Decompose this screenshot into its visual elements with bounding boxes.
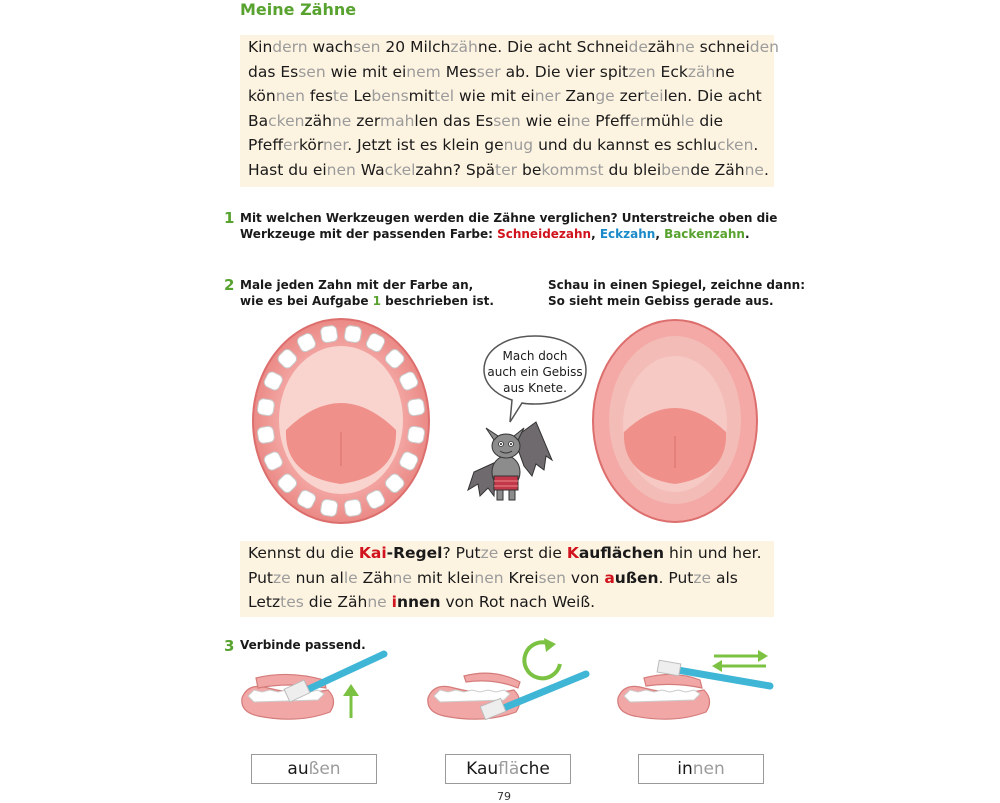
- tooth[interactable]: [407, 426, 425, 444]
- syllable: Eck: [655, 62, 688, 81]
- syllable: du blei: [603, 160, 662, 179]
- page-number: 79: [497, 790, 511, 803]
- text-line: [248, 566, 774, 591]
- syllable: kör: [298, 136, 323, 155]
- syllable-marked: ne: [675, 38, 695, 56]
- syllable: die Zäh: [303, 593, 368, 612]
- syllable-marked: ge: [595, 87, 615, 106]
- syllable: wie mit ei: [454, 87, 535, 106]
- syllable: Krei: [503, 568, 539, 587]
- separator: ,: [655, 227, 665, 241]
- syllable: ab. Die vier spit: [500, 62, 629, 81]
- syllable: zahn? Spä: [415, 160, 496, 179]
- task-2-line-1: Male jeden Zahn mit der Farbe an,: [240, 278, 474, 292]
- tooth[interactable]: [344, 325, 362, 343]
- task-number-1: 1: [224, 209, 235, 227]
- answer-box-aussen[interactable]: [251, 754, 377, 784]
- syllable: ? Put: [442, 544, 481, 562]
- task-reference-number: 1: [372, 294, 381, 308]
- syllable: müh: [645, 111, 681, 130]
- text-line: [248, 133, 774, 158]
- syllable: Le: [348, 87, 372, 106]
- syllable: Wa: [355, 160, 385, 179]
- syllable: mit klei: [411, 568, 475, 587]
- syllable-marked: ze: [693, 568, 712, 587]
- task-1-line-2-prefix: Werkzeuge mit der passenden Farbe:: [240, 227, 498, 241]
- syllable-marked: ne: [392, 568, 412, 587]
- syllable: das Es: [248, 62, 299, 81]
- syllable: de Zäh: [690, 160, 745, 179]
- tooth[interactable]: [344, 499, 362, 517]
- syllable-marked: zäh: [687, 62, 716, 81]
- syllable-marked: sen: [298, 62, 326, 81]
- brushing-inside-illustration: [614, 646, 778, 728]
- syllable: wie mit ei: [325, 62, 407, 81]
- syllable: zer: [351, 111, 380, 130]
- syllable-marked: sen: [353, 38, 381, 56]
- task-1-instructions: [240, 210, 777, 242]
- syllable-marked: sen: [538, 568, 566, 587]
- bubble-line-1: Mach doch: [502, 349, 568, 363]
- bold-word: -Regel: [386, 544, 443, 562]
- syllable-marked: ter: [495, 160, 518, 179]
- syllable-marked: ckel: [384, 160, 416, 179]
- syllable: Put: [248, 568, 273, 587]
- tool-schneidezahn: Schneidezahn: [497, 227, 592, 241]
- syllable: von Rot nach Weiß.: [440, 593, 596, 612]
- page-title: Meine Zähne: [240, 0, 357, 19]
- brushing-outside-illustration: [238, 648, 394, 728]
- syllable: Zäh: [357, 568, 393, 587]
- text-line: [248, 35, 779, 60]
- syllable: .: [763, 160, 769, 179]
- syllable: zäh: [647, 38, 676, 56]
- syllable-marked: nem: [406, 62, 441, 81]
- syllable-marked: nen: [692, 759, 725, 779]
- syllable: zäh: [304, 111, 332, 130]
- bold-word: nnen: [396, 593, 441, 612]
- syllable-marked: fer: [283, 136, 299, 155]
- syllable: fes: [304, 87, 333, 106]
- bat-character-icon: [466, 420, 556, 504]
- separator: ,: [591, 227, 600, 241]
- syllable: wach: [307, 38, 354, 56]
- text-line: [248, 590, 774, 615]
- syllable-marked: ßen: [308, 759, 341, 779]
- syllable: in: [677, 759, 693, 779]
- syllable: nun al: [290, 568, 344, 587]
- syllable-marked: fer: [630, 111, 646, 130]
- syllable: Kin: [248, 38, 273, 56]
- syllable-marked: ne: [331, 111, 352, 130]
- tooth[interactable]: [407, 398, 425, 416]
- task-2-line-2-prefix: wie es bei Aufgabe: [240, 294, 373, 308]
- syllable-marked: kommst: [541, 160, 604, 179]
- syllable: be: [517, 160, 542, 179]
- answer-box-kauflaeche[interactable]: [445, 754, 571, 784]
- syllable: len das Es: [414, 111, 494, 130]
- syllable-marked: dern: [272, 38, 308, 56]
- task-2-mirror-instructions: [548, 277, 805, 309]
- syllable: ne. Die acht Schnei: [477, 38, 629, 56]
- syllable-marked: cken: [717, 136, 754, 155]
- empty-mouth-drawing-area[interactable]: [590, 318, 760, 524]
- syllable: .: [753, 136, 759, 155]
- syllable-marked: cken: [268, 111, 305, 130]
- syllable-marked: nen: [275, 87, 305, 106]
- task-number-3: 3: [224, 637, 235, 655]
- text-line: [248, 158, 774, 183]
- syllable-marked: ne: [570, 111, 591, 130]
- syllable: Pfef: [248, 136, 284, 155]
- syllable-marked: bens: [371, 87, 409, 106]
- tooth[interactable]: [320, 499, 338, 517]
- task-3-instructions: Verbinde passend.: [240, 638, 366, 652]
- syllable: len. Die acht: [663, 87, 762, 106]
- highlight-letter: Kai: [358, 544, 387, 562]
- bubble-line-3: aus Knete.: [503, 381, 567, 395]
- text-line: [248, 60, 774, 85]
- task-2-mirror-line-2: So sieht mein Gebiss gerade aus.: [548, 294, 774, 308]
- task-1-line-1: Mit welchen Werkzeugen werden die Zähne verglichen? Unterstreiche oben die: [240, 211, 778, 225]
- syllable-marked: tes: [280, 593, 304, 612]
- syllable-marked: te: [332, 87, 349, 106]
- syllable: mit: [408, 87, 435, 106]
- task-2-mirror-line-1: Schau in einen Spiegel, zeichne dann:: [548, 278, 805, 292]
- syllable: . Put: [658, 568, 694, 587]
- syllable: zer: [614, 87, 644, 106]
- syllable: Hast du ei: [248, 160, 327, 179]
- syllable: Zan: [560, 87, 596, 106]
- task-2-line-2: [240, 293, 494, 309]
- syllable-marked: nen: [326, 160, 356, 179]
- syllable-marked: le: [343, 568, 358, 587]
- syllable-marked: zäh: [450, 38, 478, 56]
- syllable: Ba: [248, 111, 269, 130]
- bold-word: auflächen: [578, 544, 665, 562]
- syllable-marked: ne: [367, 593, 387, 612]
- text-line: [248, 541, 774, 566]
- syllable-marked: nug: [503, 136, 534, 155]
- syllable-marked: sen: [493, 111, 521, 130]
- bold-word: ußen: [614, 568, 659, 587]
- syllable: au: [287, 759, 309, 779]
- syllable: hin und her.: [664, 544, 762, 562]
- text-line: [248, 109, 774, 134]
- answer-box-innen[interactable]: [638, 754, 764, 784]
- syllable-marked: ner: [322, 136, 348, 155]
- tooth[interactable]: [320, 325, 338, 343]
- speech-bubble-text: [482, 348, 588, 396]
- tooth[interactable]: [257, 426, 275, 444]
- task-number-2: 2: [224, 276, 235, 294]
- syllable-marked: ze: [272, 568, 291, 587]
- syllable: Kau: [466, 759, 499, 779]
- syllable-marked: flä: [498, 759, 520, 779]
- syllable-marked: ser: [476, 62, 501, 81]
- syllable: und du kannst es schlu: [533, 136, 718, 155]
- highlight-letter: i: [391, 593, 397, 612]
- syllable-marked: de: [628, 38, 648, 56]
- task-1-line-2: [240, 226, 777, 242]
- syllable: von: [565, 568, 605, 587]
- brushing-chewing-surface-illustration: [424, 636, 594, 728]
- reading-text-teeth: [240, 35, 779, 187]
- syllable-marked: mah: [380, 111, 415, 130]
- syllable: ne: [715, 62, 735, 81]
- highlight-letter: K: [566, 544, 579, 562]
- text-line: [248, 84, 774, 109]
- syllable: schnei: [694, 38, 750, 56]
- period: .: [744, 227, 750, 241]
- syllable: wie ei: [520, 111, 571, 130]
- syllable: Mes: [440, 62, 477, 81]
- task-2-line-2-suffix: beschrieben ist.: [381, 294, 494, 308]
- syllable-marked: le: [680, 111, 695, 130]
- bubble-line-2: auch ein Gebiss: [487, 365, 583, 379]
- reading-text-kai-rule: [240, 541, 774, 617]
- syllable: . Jetzt ist es klein ge: [347, 136, 504, 155]
- syllable-marked: ze: [480, 544, 499, 562]
- syllable: als: [711, 568, 738, 587]
- syllable-marked: ne: [744, 160, 764, 179]
- syllable-marked: tel: [434, 87, 455, 106]
- syllable-marked: zen: [628, 62, 656, 81]
- syllable: kön: [248, 87, 276, 106]
- syllable: Kennst du die: [248, 544, 359, 562]
- syllable: 20 Milch: [380, 38, 451, 56]
- mouth-with-teeth-illustration[interactable]: [248, 316, 434, 526]
- syllable: Pfef: [590, 111, 631, 130]
- syllable: Letz: [248, 593, 281, 612]
- syllable-marked: ben: [661, 160, 691, 179]
- tool-eckzahn: Eckzahn: [599, 227, 656, 241]
- syllable: erst die: [498, 544, 567, 562]
- syllable: che: [519, 759, 550, 779]
- syllable-marked: nen: [474, 568, 504, 587]
- syllable: die: [694, 111, 724, 130]
- syllable-marked: ner: [534, 87, 561, 106]
- syllable-marked: den: [749, 38, 779, 56]
- tool-backenzahn: Backenzahn: [664, 227, 745, 241]
- tooth[interactable]: [257, 398, 275, 416]
- syllable-marked: tei: [643, 87, 664, 106]
- highlight-letter: a: [604, 568, 615, 587]
- task-2-instructions: [240, 277, 494, 309]
